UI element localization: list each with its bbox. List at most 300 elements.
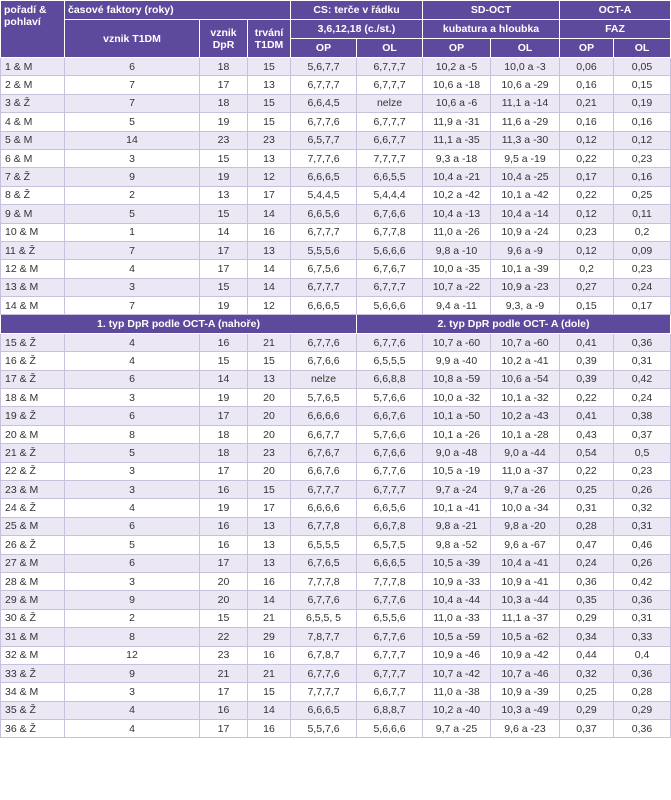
cell-cs-ol: 6,6,7,7 (357, 683, 423, 701)
section-label-type1: 1. typ DpR podle OCT-A (nahoře) (1, 315, 357, 333)
cell-order-sex: 26 & Ž (1, 536, 65, 554)
cell-faz-op: 0,36 (560, 572, 614, 590)
cell-sdoct-ol: 10,0 a -3 (491, 58, 560, 76)
cell-sdoct-ol: 10,7 a -46 (491, 664, 560, 682)
cell-sdoct-ol: 10,1 a -42 (491, 186, 560, 204)
cell-sdoct-op: 10,1 a -50 (423, 407, 491, 425)
cell-cs-op: 6,7,7,7 (291, 223, 357, 241)
cell-sdoct-ol: 9,7 a -26 (491, 480, 560, 498)
table-row (1, 664, 671, 682)
cell-cs-ol: 6,5,7,5 (357, 536, 423, 554)
cell-duration-t1dm: 13 (248, 536, 291, 554)
cell-sdoct-op: 9,8 a -21 (423, 517, 491, 535)
cell-sdoct-ol: 11,1 a -14 (491, 94, 560, 112)
cell-sdoct-op: 11,0 a -33 (423, 609, 491, 627)
cell-faz-ol: 0,31 (614, 517, 671, 535)
cell-cs-ol: 6,7,7,8 (357, 223, 423, 241)
cell-onset-dpr: 15 (200, 278, 248, 296)
cell-duration-t1dm: 13 (248, 554, 291, 572)
cell-duration-t1dm: 13 (248, 370, 291, 388)
header-octa-ol: OL (614, 39, 671, 58)
cell-cs-op: 6,5,5,5 (291, 536, 357, 554)
table-row (1, 628, 671, 646)
cell-sdoct-ol: 10,1 a -39 (491, 260, 560, 278)
cell-order-sex: 28 & M (1, 572, 65, 590)
cell-cs-op: 6,6,5,6 (291, 205, 357, 223)
cell-faz-ol: 0,09 (614, 241, 671, 259)
cell-faz-op: 0,25 (560, 480, 614, 498)
cell-onset-t1dm: 3 (65, 278, 200, 296)
cell-cs-op: 7,7,7,7 (291, 683, 357, 701)
cell-faz-ol: 0,31 (614, 352, 671, 370)
cell-onset-t1dm: 5 (65, 205, 200, 223)
cell-sdoct-op: 10,9 a -46 (423, 646, 491, 664)
cell-order-sex: 5 & M (1, 131, 65, 149)
cell-order-sex: 10 & M (1, 223, 65, 241)
cell-cs-op: 6,5,7,7 (291, 131, 357, 149)
cell-duration-t1dm: 21 (248, 333, 291, 351)
cell-onset-t1dm: 2 (65, 186, 200, 204)
cell-order-sex: 27 & M (1, 554, 65, 572)
cell-onset-dpr: 18 (200, 444, 248, 462)
cell-onset-dpr: 19 (200, 297, 248, 315)
header-sdoct-ol: OL (491, 39, 560, 58)
cell-faz-op: 0,35 (560, 591, 614, 609)
cell-onset-dpr: 18 (200, 425, 248, 443)
header-onset-dpr: vznik DpR (200, 20, 248, 58)
cell-cs-op: 7,7,7,8 (291, 572, 357, 590)
cell-cs-op: 6,7,6,5 (291, 554, 357, 572)
cell-onset-t1dm: 3 (65, 149, 200, 167)
cell-sdoct-ol: 9,8 a -20 (491, 517, 560, 535)
cell-cs-op: 5,5,7,6 (291, 720, 357, 738)
cell-cs-op: 5,5,5,6 (291, 241, 357, 259)
cell-cs-ol: nelze (357, 94, 423, 112)
cell-onset-t1dm: 9 (65, 168, 200, 186)
cell-cs-ol: 5,6,6,6 (357, 297, 423, 315)
cell-onset-t1dm: 4 (65, 333, 200, 351)
cell-faz-ol: 0,19 (614, 94, 671, 112)
cell-onset-t1dm: 12 (65, 646, 200, 664)
cell-order-sex: 29 & M (1, 591, 65, 609)
cell-duration-t1dm: 16 (248, 720, 291, 738)
table-row (1, 168, 671, 186)
cell-sdoct-op: 9,9 a -40 (423, 352, 491, 370)
cell-duration-t1dm: 23 (248, 444, 291, 462)
cell-sdoct-ol: 10,9 a -39 (491, 683, 560, 701)
cell-sdoct-op: 10,9 a -33 (423, 572, 491, 590)
cell-faz-op: 0,23 (560, 223, 614, 241)
cell-sdoct-ol: 10,9 a -24 (491, 223, 560, 241)
cell-faz-op: 0,06 (560, 58, 614, 76)
cell-sdoct-op: 10,4 a -21 (423, 168, 491, 186)
section-divider (1, 315, 671, 333)
cell-sdoct-ol: 9,6 a -9 (491, 241, 560, 259)
cell-duration-t1dm: 20 (248, 389, 291, 407)
cell-order-sex: 15 & Ž (1, 333, 65, 351)
table-row (1, 407, 671, 425)
cell-cs-ol: 7,7,7,7 (357, 149, 423, 167)
cell-faz-ol: 0,26 (614, 554, 671, 572)
cell-cs-ol: 6,6,7,7 (357, 131, 423, 149)
cell-onset-dpr: 19 (200, 499, 248, 517)
cell-sdoct-op: 10,7 a -42 (423, 664, 491, 682)
cell-sdoct-ol: 10,9 a -23 (491, 278, 560, 296)
cell-duration-t1dm: 17 (248, 499, 291, 517)
header-sdoct-sub: kubatura a hloubka (423, 20, 560, 39)
cell-onset-t1dm: 5 (65, 113, 200, 131)
cell-duration-t1dm: 23 (248, 131, 291, 149)
cell-order-sex: 36 & Ž (1, 720, 65, 738)
cell-onset-dpr: 17 (200, 260, 248, 278)
cell-duration-t1dm: 14 (248, 205, 291, 223)
header-octa-op: OP (560, 39, 614, 58)
cell-faz-op: 0,54 (560, 444, 614, 462)
table-header (1, 1, 671, 58)
cell-sdoct-op: 10,1 a -26 (423, 425, 491, 443)
cell-cs-ol: 6,6,7,8 (357, 517, 423, 535)
cell-faz-ol: 0,23 (614, 462, 671, 480)
cell-faz-op: 0,25 (560, 683, 614, 701)
cell-faz-op: 0,22 (560, 149, 614, 167)
header-cs-op: OP (291, 39, 357, 58)
cell-cs-ol: 6,7,7,6 (357, 628, 423, 646)
cell-faz-ol: 0,42 (614, 572, 671, 590)
cell-cs-op: 6,6,4,5 (291, 94, 357, 112)
cell-onset-dpr: 18 (200, 94, 248, 112)
header-onset-t1dm: vznik T1DM (65, 20, 200, 58)
cell-order-sex: 19 & Ž (1, 407, 65, 425)
cell-sdoct-ol: 9,6 a -67 (491, 536, 560, 554)
cell-duration-t1dm: 20 (248, 462, 291, 480)
cell-faz-op: 0,41 (560, 407, 614, 425)
cell-faz-ol: 0,38 (614, 407, 671, 425)
cell-faz-op: 0,39 (560, 370, 614, 388)
cell-onset-dpr: 15 (200, 609, 248, 627)
cell-cs-ol: 7,7,7,8 (357, 572, 423, 590)
cell-cs-ol: 6,5,5,5 (357, 352, 423, 370)
cell-cs-op: 6,6,6,5 (291, 297, 357, 315)
cell-faz-ol: 0,5 (614, 444, 671, 462)
cell-sdoct-ol: 10,7 a -60 (491, 333, 560, 351)
cell-onset-t1dm: 5 (65, 536, 200, 554)
cell-faz-op: 0,31 (560, 499, 614, 517)
cell-sdoct-op: 10,0 a -35 (423, 260, 491, 278)
cell-order-sex: 9 & M (1, 205, 65, 223)
header-order-sex: pořadí & pohlaví (1, 1, 65, 58)
cell-cs-ol: 6,6,8,8 (357, 370, 423, 388)
cell-onset-dpr: 13 (200, 186, 248, 204)
cell-sdoct-op: 10,5 a -39 (423, 554, 491, 572)
cell-sdoct-ol: 10,6 a -54 (491, 370, 560, 388)
cell-sdoct-ol: 10,5 a -62 (491, 628, 560, 646)
table-row (1, 186, 671, 204)
cell-order-sex: 35 & Ž (1, 701, 65, 719)
cell-sdoct-ol: 10,4 a -14 (491, 205, 560, 223)
cell-faz-op: 0,16 (560, 113, 614, 131)
cell-order-sex: 6 & M (1, 149, 65, 167)
cell-faz-ol: 0,32 (614, 499, 671, 517)
table-row (1, 333, 671, 351)
cell-duration-t1dm: 20 (248, 407, 291, 425)
cell-duration-t1dm: 14 (248, 260, 291, 278)
cell-faz-ol: 0,33 (614, 628, 671, 646)
cell-sdoct-ol: 10,9 a -42 (491, 646, 560, 664)
cell-sdoct-op: 10,0 a -32 (423, 389, 491, 407)
cell-faz-op: 0,12 (560, 241, 614, 259)
table-row (1, 389, 671, 407)
cell-sdoct-op: 9,8 a -10 (423, 241, 491, 259)
table-row (1, 131, 671, 149)
header-cs: CS: terče v řádku (291, 1, 423, 20)
cell-faz-op: 0,28 (560, 517, 614, 535)
cell-cs-ol: 6,8,8,7 (357, 701, 423, 719)
cell-sdoct-ol: 9,0 a -44 (491, 444, 560, 462)
cell-faz-op: 0,32 (560, 664, 614, 682)
cell-cs-ol: 6,7,7,7 (357, 664, 423, 682)
cell-onset-dpr: 15 (200, 352, 248, 370)
table-row (1, 480, 671, 498)
table-row (1, 499, 671, 517)
cell-cs-op: 6,7,5,6 (291, 260, 357, 278)
cell-faz-ol: 0,24 (614, 389, 671, 407)
cell-cs-op: 6,7,7,8 (291, 517, 357, 535)
cell-onset-t1dm: 7 (65, 76, 200, 94)
cell-sdoct-op: 10,2 a -5 (423, 58, 491, 76)
cell-sdoct-op: 10,7 a -22 (423, 278, 491, 296)
table-row (1, 554, 671, 572)
header-octa-sub: FAZ (560, 20, 671, 39)
cell-cs-ol: 6,7,7,7 (357, 76, 423, 94)
cell-duration-t1dm: 13 (248, 517, 291, 535)
cell-duration-t1dm: 12 (248, 168, 291, 186)
cell-faz-ol: 0,26 (614, 480, 671, 498)
cell-sdoct-op: 9,4 a -11 (423, 297, 491, 315)
cell-sdoct-op: 10,6 a -6 (423, 94, 491, 112)
table-row (1, 76, 671, 94)
cell-onset-t1dm: 1 (65, 223, 200, 241)
cell-faz-ol: 0,11 (614, 205, 671, 223)
cell-faz-ol: 0,16 (614, 113, 671, 131)
cell-onset-dpr: 16 (200, 517, 248, 535)
cell-sdoct-op: 10,5 a -59 (423, 628, 491, 646)
cell-order-sex: 21 & Ž (1, 444, 65, 462)
cell-sdoct-ol: 9,6 a -23 (491, 720, 560, 738)
cell-onset-t1dm: 5 (65, 444, 200, 462)
cell-sdoct-ol: 10,3 a -49 (491, 701, 560, 719)
cell-order-sex: 33 & Ž (1, 664, 65, 682)
cell-faz-ol: 0,36 (614, 591, 671, 609)
cell-faz-op: 0,27 (560, 278, 614, 296)
cell-cs-op: 6,7,7,6 (291, 664, 357, 682)
cell-faz-ol: 0,42 (614, 370, 671, 388)
cell-faz-ol: 0,15 (614, 76, 671, 94)
cell-cs-ol: 6,7,7,7 (357, 278, 423, 296)
cell-cs-ol: 6,7,7,6 (357, 462, 423, 480)
cell-onset-t1dm: 6 (65, 517, 200, 535)
cell-order-sex: 14 & M (1, 297, 65, 315)
cell-faz-ol: 0,36 (614, 720, 671, 738)
cell-sdoct-ol: 9,3, a -9 (491, 297, 560, 315)
cell-duration-t1dm: 14 (248, 701, 291, 719)
cell-faz-ol: 0,2 (614, 223, 671, 241)
cell-faz-op: 0,12 (560, 205, 614, 223)
header-cs-ol: OL (357, 39, 423, 58)
cell-onset-t1dm: 7 (65, 241, 200, 259)
cell-cs-ol: 6,6,5,6 (357, 499, 423, 517)
cell-sdoct-op: 10,5 a -19 (423, 462, 491, 480)
cell-onset-t1dm: 14 (65, 131, 200, 149)
cell-order-sex: 30 & Ž (1, 609, 65, 627)
cell-faz-op: 0,39 (560, 352, 614, 370)
cell-duration-t1dm: 20 (248, 425, 291, 443)
cell-order-sex: 8 & Ž (1, 186, 65, 204)
cell-onset-dpr: 20 (200, 572, 248, 590)
cell-sdoct-op: 9,7 a -25 (423, 720, 491, 738)
cell-cs-op: 6,7,7,6 (291, 591, 357, 609)
cell-onset-dpr: 19 (200, 113, 248, 131)
cell-cs-op: 7,8,7,7 (291, 628, 357, 646)
cell-faz-ol: 0,16 (614, 168, 671, 186)
cell-onset-dpr: 20 (200, 591, 248, 609)
header-cs-sub: 3,6,12,18 (c./st.) (291, 20, 423, 39)
table-row (1, 352, 671, 370)
cell-order-sex: 20 & M (1, 425, 65, 443)
cell-cs-op: 5,4,4,5 (291, 186, 357, 204)
cell-onset-dpr: 23 (200, 646, 248, 664)
cell-onset-t1dm: 8 (65, 425, 200, 443)
section-label-type2: 2. typ DpR podle OCT- A (dole) (357, 315, 671, 333)
cell-onset-t1dm: 3 (65, 683, 200, 701)
cell-onset-dpr: 21 (200, 664, 248, 682)
cell-onset-t1dm: 3 (65, 480, 200, 498)
cell-order-sex: 7 & Ž (1, 168, 65, 186)
cell-sdoct-ol: 10,1 a -28 (491, 425, 560, 443)
cell-sdoct-ol: 10,1 a -32 (491, 389, 560, 407)
cell-duration-t1dm: 21 (248, 609, 291, 627)
cell-onset-t1dm: 6 (65, 370, 200, 388)
header-time-factors: časové faktory (roky) (65, 1, 291, 20)
cell-faz-op: 0,34 (560, 628, 614, 646)
cell-order-sex: 23 & M (1, 480, 65, 498)
table-row (1, 205, 671, 223)
cell-cs-op: 6,6,6,6 (291, 499, 357, 517)
table-row (1, 58, 671, 76)
cell-cs-op: 6,6,6,6 (291, 407, 357, 425)
cell-onset-t1dm: 4 (65, 260, 200, 278)
cell-cs-op: 6,7,7,7 (291, 480, 357, 498)
cell-onset-dpr: 17 (200, 241, 248, 259)
cell-order-sex: 34 & M (1, 683, 65, 701)
cell-onset-dpr: 23 (200, 131, 248, 149)
cell-onset-t1dm: 7 (65, 297, 200, 315)
table-row (1, 223, 671, 241)
cell-order-sex: 32 & M (1, 646, 65, 664)
cell-onset-t1dm: 4 (65, 720, 200, 738)
cell-cs-ol: 5,4,4,4 (357, 186, 423, 204)
table-body-type1 (1, 58, 671, 315)
cell-order-sex: 13 & M (1, 278, 65, 296)
cell-onset-dpr: 15 (200, 205, 248, 223)
cell-onset-t1dm: 9 (65, 664, 200, 682)
cell-onset-dpr: 15 (200, 149, 248, 167)
cell-order-sex: 1 & M (1, 58, 65, 76)
cell-duration-t1dm: 16 (248, 646, 291, 664)
cell-duration-t1dm: 16 (248, 223, 291, 241)
cell-onset-t1dm: 6 (65, 407, 200, 425)
cell-faz-ol: 0,37 (614, 425, 671, 443)
cell-duration-t1dm: 12 (248, 297, 291, 315)
cell-duration-t1dm: 15 (248, 352, 291, 370)
header-sdoct: SD-OCT (423, 1, 560, 20)
table-row (1, 517, 671, 535)
cell-cs-ol: 6,7,7,7 (357, 480, 423, 498)
cell-onset-t1dm: 9 (65, 591, 200, 609)
header-sdoct-op: OP (423, 39, 491, 58)
cell-faz-op: 0,29 (560, 701, 614, 719)
cell-onset-dpr: 16 (200, 701, 248, 719)
cell-sdoct-op: 11,9 a -31 (423, 113, 491, 131)
cell-faz-ol: 0,4 (614, 646, 671, 664)
cell-onset-t1dm: 4 (65, 352, 200, 370)
cell-cs-ol: 5,7,6,6 (357, 389, 423, 407)
cell-sdoct-ol: 10,4 a -25 (491, 168, 560, 186)
table-row (1, 425, 671, 443)
table-row (1, 370, 671, 388)
cell-faz-ol: 0,17 (614, 297, 671, 315)
cell-cs-ol: 5,6,6,6 (357, 720, 423, 738)
cell-cs-ol: 6,7,7,6 (357, 333, 423, 351)
cell-sdoct-op: 11,0 a -38 (423, 683, 491, 701)
cell-cs-op: nelze (291, 370, 357, 388)
cell-onset-dpr: 18 (200, 58, 248, 76)
cell-onset-t1dm: 8 (65, 628, 200, 646)
cell-sdoct-ol: 10,9 a -41 (491, 572, 560, 590)
cell-duration-t1dm: 14 (248, 278, 291, 296)
cell-onset-t1dm: 6 (65, 554, 200, 572)
cell-cs-ol: 5,7,6,6 (357, 425, 423, 443)
cell-onset-dpr: 17 (200, 720, 248, 738)
cell-faz-op: 0,44 (560, 646, 614, 664)
cell-sdoct-op: 10,6 a -18 (423, 76, 491, 94)
cell-faz-ol: 0,36 (614, 333, 671, 351)
cell-onset-dpr: 19 (200, 389, 248, 407)
cell-cs-ol: 6,7,6,6 (357, 444, 423, 462)
cell-faz-op: 0,2 (560, 260, 614, 278)
cell-cs-op: 6,7,6,7 (291, 444, 357, 462)
cell-sdoct-op: 9,3 a -18 (423, 149, 491, 167)
cell-order-sex: 25 & M (1, 517, 65, 535)
cell-onset-dpr: 22 (200, 628, 248, 646)
cell-order-sex: 18 & M (1, 389, 65, 407)
table-row (1, 701, 671, 719)
cell-faz-op: 0,29 (560, 609, 614, 627)
cell-onset-t1dm: 4 (65, 701, 200, 719)
table-row (1, 278, 671, 296)
cell-sdoct-ol: 10,6 a -29 (491, 76, 560, 94)
cell-onset-dpr: 17 (200, 683, 248, 701)
cell-order-sex: 11 & Ž (1, 241, 65, 259)
cell-duration-t1dm: 13 (248, 76, 291, 94)
table-row (1, 683, 671, 701)
table-row (1, 260, 671, 278)
cell-cs-op: 6,7,6,6 (291, 352, 357, 370)
cell-order-sex: 12 & M (1, 260, 65, 278)
cell-faz-op: 0,37 (560, 720, 614, 738)
cell-onset-dpr: 14 (200, 370, 248, 388)
table-row (1, 113, 671, 131)
cell-sdoct-op: 10,1 a -41 (423, 499, 491, 517)
